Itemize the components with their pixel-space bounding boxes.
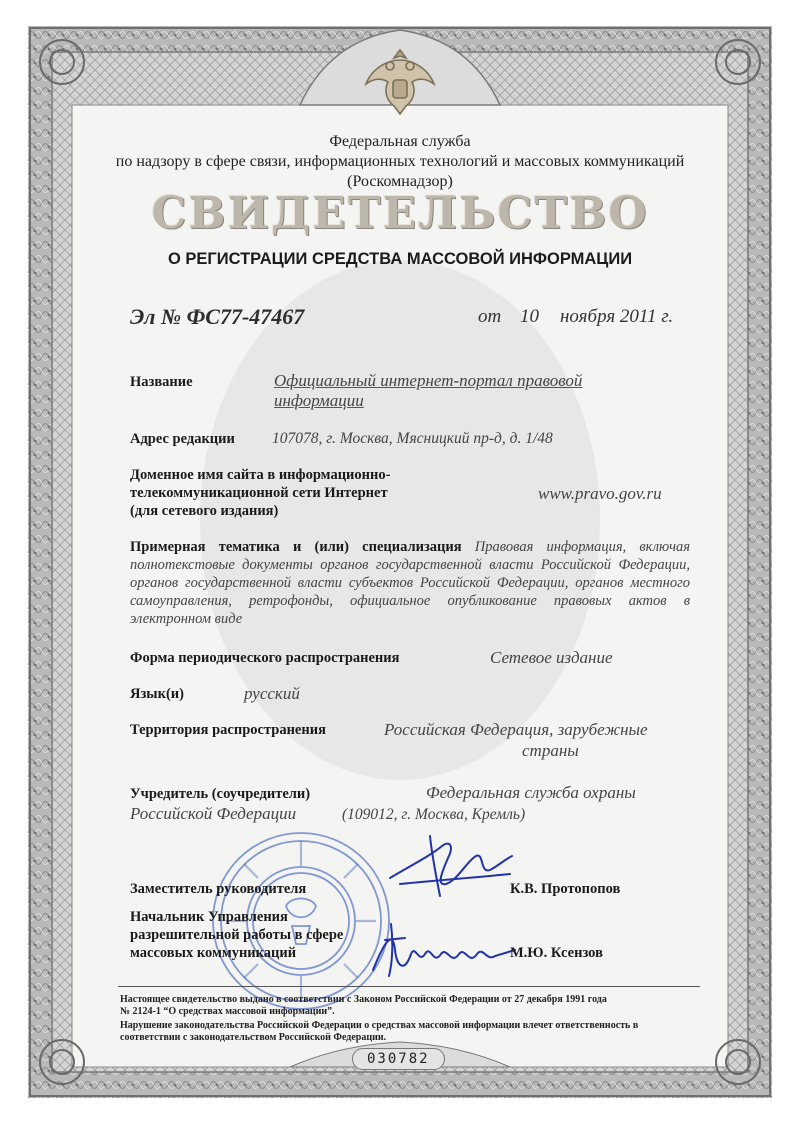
name-label: Название bbox=[130, 374, 193, 390]
registration-day: 10 bbox=[520, 306, 539, 327]
deputy-name: К.В. Протопопов bbox=[510, 881, 621, 897]
footer-divider bbox=[118, 986, 700, 987]
head-title-line-3: массовых коммуникаций bbox=[130, 945, 297, 961]
footer-line-1: Настоящее свидетельство выдано в соответствии с Законом Российской Федерации от 27 декабря 1991 года bbox=[120, 994, 607, 1005]
distribution-form-value: Сетевое издание bbox=[490, 648, 613, 667]
coat-of-arms-emblem bbox=[360, 42, 440, 122]
agency-name-line-1: Федеральная служба bbox=[329, 133, 471, 150]
founder-value-line-2: Российской Федерации bbox=[130, 804, 297, 823]
serial-number: 030782 bbox=[352, 1048, 445, 1070]
address-label: Адрес редакции bbox=[130, 431, 235, 447]
topic-value-first: Правовая информация, включая bbox=[474, 539, 690, 555]
domain-value: www.pravo.gov.ru bbox=[538, 484, 662, 503]
agency-name-line-3: (Роскомнадзор) bbox=[347, 173, 453, 190]
topic-value-rest: полнотекстовые документы органов государственной власти Российской Федерации, органов государственной власти субъектов Российской Федерации, органов местного самоуправления, ретрофонды, официальное опубликование правовых актов в электронном виде bbox=[130, 557, 690, 627]
language-label: Язык(и) bbox=[130, 686, 184, 702]
language-value: русский bbox=[244, 684, 300, 703]
address-value: 107078, г. Москва, Мясницкий пр-д, д. 1/48 bbox=[272, 430, 553, 447]
domain-label-line-3: (для сетевого издания) bbox=[130, 503, 279, 519]
topic-label: Примерная тематика и (или) специализация bbox=[130, 539, 462, 555]
name-value-line-1: Официальный интернет-портал правовой bbox=[274, 371, 583, 390]
head-title-line-2: разрешительной работы в сфере bbox=[130, 927, 344, 943]
distribution-form-label: Форма периодического распространения bbox=[130, 650, 400, 666]
head-name: М.Ю. Ксензов bbox=[510, 945, 603, 961]
name-value-line-2: информации bbox=[274, 391, 364, 410]
footer-line-4: соответствии с законодательством Российской Федерации. bbox=[120, 1032, 387, 1043]
registration-number: Эл № ФС77-47467 bbox=[130, 304, 305, 329]
topic-block bbox=[130, 538, 690, 628]
signature-deputy bbox=[380, 826, 520, 906]
signature-head bbox=[365, 910, 525, 990]
document-title: СВИДЕТЕЛЬСТВО bbox=[151, 188, 649, 239]
document-subtitle: О РЕГИСТРАЦИИ СРЕДСТВА МАССОВОЙ ИНФОРМАЦИИ bbox=[167, 250, 633, 268]
head-title-line-1: Начальник Управления bbox=[130, 909, 288, 925]
domain-label-line-1: Доменное имя сайта в информационно- bbox=[130, 467, 391, 483]
territory-value-line-1: Российская Федерация, зарубежные bbox=[384, 720, 648, 739]
deputy-title: Заместитель руководителя bbox=[130, 881, 307, 897]
domain-label-line-2: телекоммуникационной сети Интернет bbox=[130, 485, 388, 501]
registration-date-prefix: от bbox=[478, 306, 502, 327]
territory-value-line-2: страны bbox=[522, 741, 579, 760]
footer-line-3: Нарушение законодательства Российской Федерации о средствах массовой информации влечет ответственность в bbox=[120, 1020, 639, 1031]
agency-name-line-2: по надзору в сфере связи, информационных технологий и массовых коммуникаций bbox=[115, 153, 685, 170]
registration-month-year: ноября 2011 г. bbox=[560, 306, 674, 327]
founder-label: Учредитель (соучредители) bbox=[130, 786, 311, 802]
footer-line-2: № 2124-1 “О средствах массовой информации”. bbox=[120, 1006, 335, 1017]
founder-address: (109012, г. Москва, Кремль) bbox=[342, 806, 526, 823]
founder-value-line-1: Федеральная служба охраны bbox=[426, 783, 636, 802]
territory-label: Территория распространения bbox=[130, 722, 326, 738]
